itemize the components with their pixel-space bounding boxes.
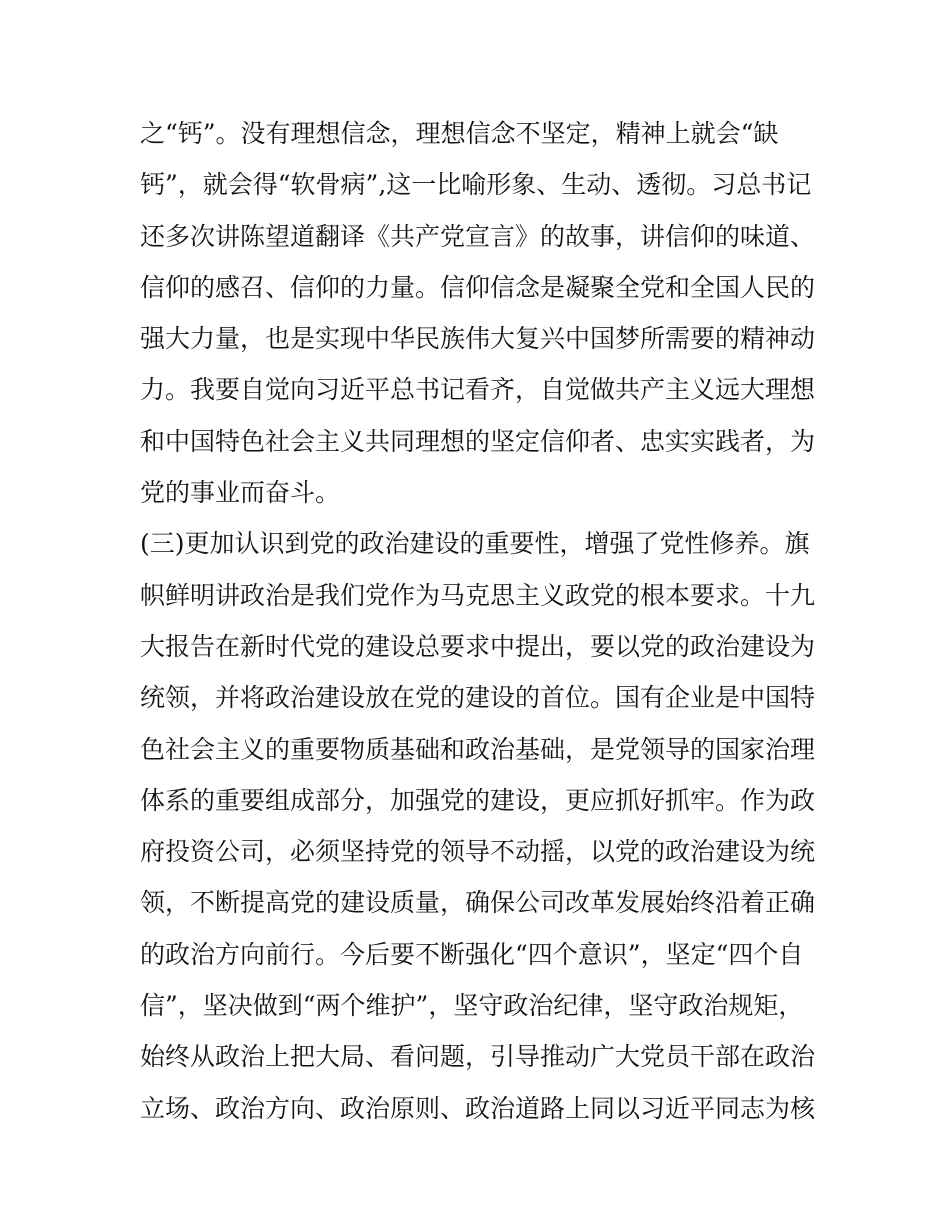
text-line: 钙”，就会得“软骨病”,这一比喻形象、生动、透彻。习总书记 <box>140 170 812 200</box>
text-line: 色社会主义的重要物质基础和政治基础，是党领导的国家治理 <box>140 734 816 764</box>
text-line: 还多次讲陈望道翻译《共产党宣言》的故事，讲信仰的味道、 <box>140 221 816 251</box>
text-line: 信仰的感召、信仰的力量。信仰信念是凝聚全党和全国人民的 <box>140 272 816 302</box>
text-line: 和中国特色社会主义共同理想的坚定信仰者、忠实实践者，为 <box>140 426 816 456</box>
text-line: 大报告在新时代党的建设总要求中提出，要以党的政治建设为 <box>140 631 816 661</box>
text-line: 始终从政治上把大局、看问题，引导推动广大党员干部在政治 <box>140 1042 816 1072</box>
text-line: 府投资公司，必须坚持党的领导不动摇，以党的政治建设为统 <box>140 837 816 867</box>
text-line: 体系的重要组成部分，加强党的建设，更应抓好抓牢。作为政 <box>140 785 816 815</box>
text-line: 信”，坚决做到“两个维护”，坚守政治纪律，坚守政治规矩， <box>140 991 804 1021</box>
document-body <box>140 108 820 1134</box>
text-line: 之“钙”。没有理想信念，理想信念不坚定，精神上就会“缺 <box>140 119 779 148</box>
text-line: 强大力量，也是实现中华民族伟大复兴中国梦所需要的精神动 <box>140 324 816 354</box>
text-line: 帜鲜明讲政治是我们党作为马克思主义政党的根本要求。十九 <box>140 580 816 610</box>
text-line: 统领，并将政治建设放在党的建设的首位。国有企业是中国特 <box>140 683 816 713</box>
text-line: 党的事业而奋斗。 <box>140 478 341 508</box>
text-line: 立场、政治方向、政治原则、政治道路上同以习近平同志为核 <box>140 1093 816 1123</box>
text-line: 领，不断提高党的建设质量，确保公司改革发展始终沿着正确 <box>140 888 816 918</box>
text-line: 的政治方向前行。今后要不断强化“四个意识”，坚定“四个自 <box>140 939 804 969</box>
text-line: 力。我要自觉向习近平总书记看齐，自觉做共产主义远大理想 <box>140 375 816 405</box>
section-heading-line: (三)更加认识到党的政治建设的重要性，增强了党性修养。旗 <box>140 529 810 559</box>
